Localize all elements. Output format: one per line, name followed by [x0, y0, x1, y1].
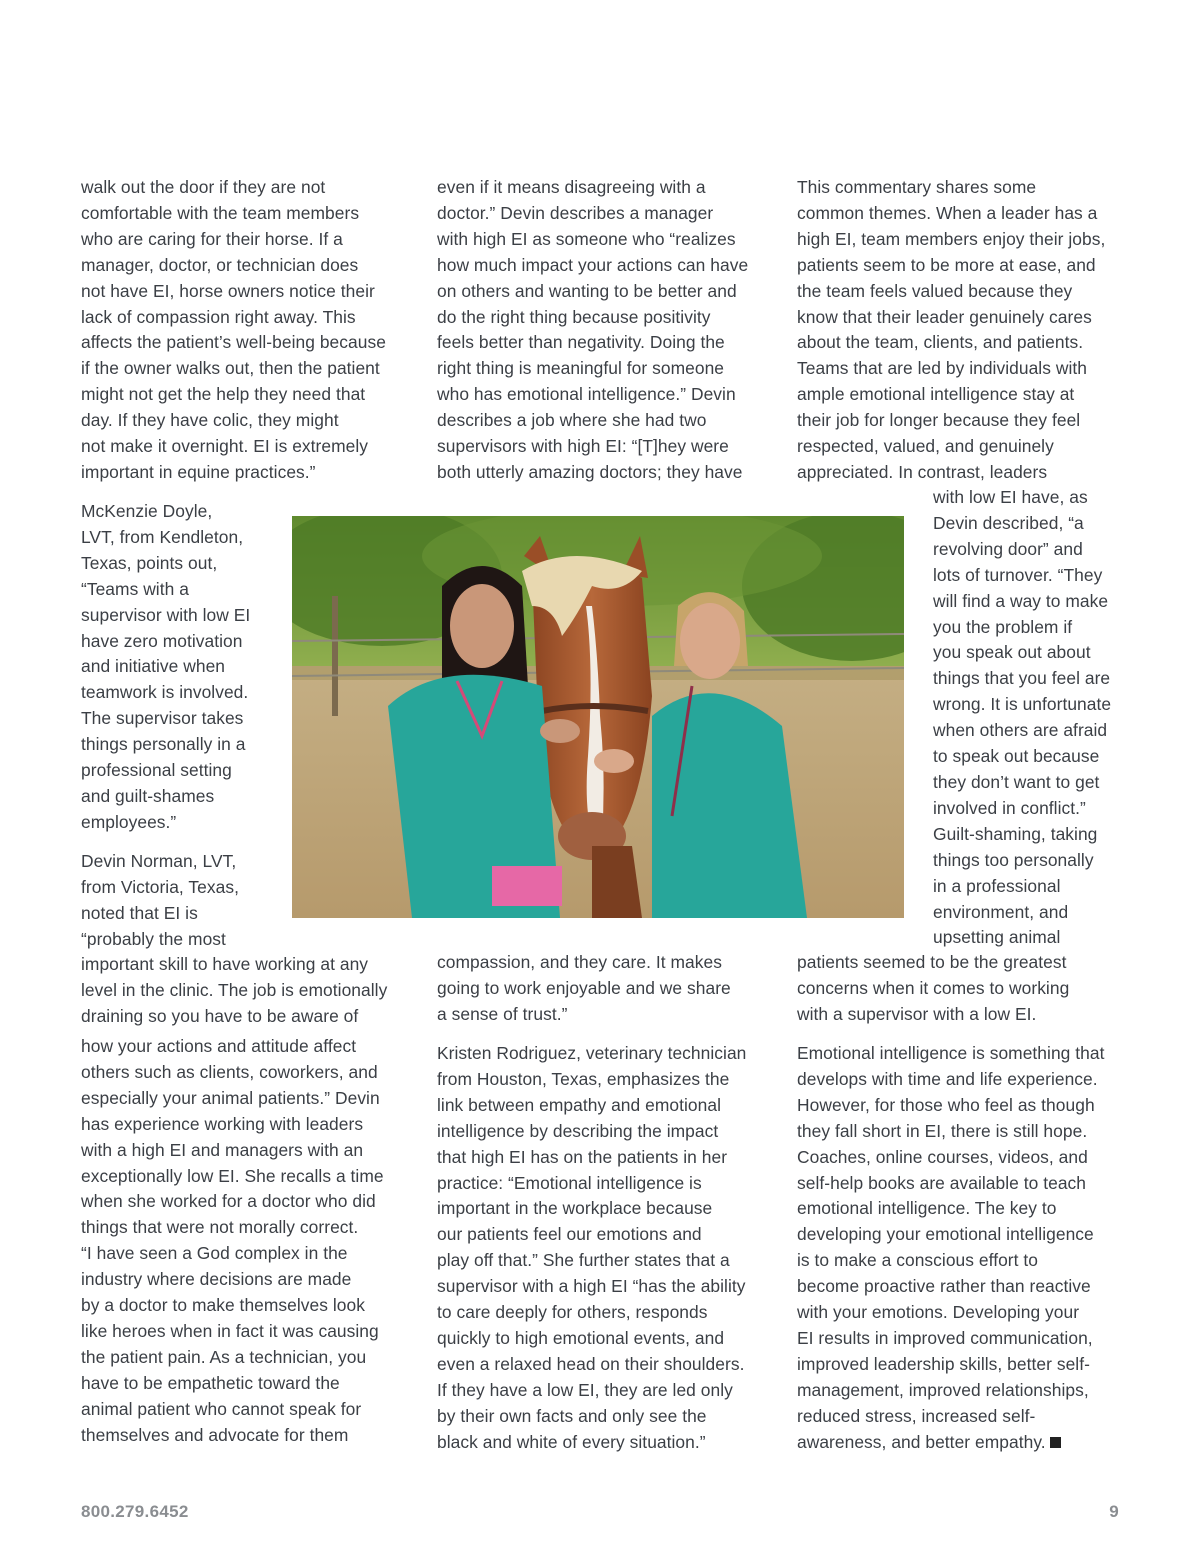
col1-mckenzie-paragraph: McKenzie Doyle, LVT, from Kendleton, Texas, points out, “Teams with a supervisor with low EI have zero motivation and initiative when teamwork is involved. The supervisor takes things personally in a professional setting and guilt-shames employees.” — [81, 501, 251, 832]
col2-continued-paragraph: compassion, and they care. It makes going to work enjoyable and we share a sense of trust.” — [437, 952, 731, 1024]
col1-top-paragraph: walk out the door if they are not comfortable with the team members who are caring for their horse. If a manager, doctor, or technician does not have EI, horse owners notice their lack of compassion right away. This affects the patient’s well-being because if the owner walks out, then the patient might not get the help they need that day. If they have colic, they might not make it overnight. EI is extremely important in equine practices.” — [81, 177, 386, 482]
col1-devin-paragraph-wide: important skill to have working at any level in the clinic. The job is emotionally draining so you have to be aware of — [81, 954, 388, 1026]
col1-devin-paragraph-narrow: Devin Norman, LVT, from Victoria, Texas, noted that EI is “probably the most — [81, 851, 239, 949]
col1-devin-paragraph-rest: how your actions and attitude affect others such as clients, coworkers, and especially your animal patients.” Devin has experience working with leaders with a high EI and managers with an exceptionally low EI. She recalls a time when she worked for a doctor who did things that were not morally correct. “I have seen a God complex in the industry where decisions are made by a doctor to make themselves look like heroes when in fact it was causing the patient pain. As a technician, you have to be empathetic toward the animal patient who cannot speak for themselves and advocate for them — [81, 1036, 384, 1445]
col3-closing-text: Emotional intelligence is something that develops with time and life experience. However, for those who feel as though they fall short in EI, there is still hope. Coaches, online courses, videos, and self-help books are available to teach emotional intelligence. The key to developing your emotional intelligence is to make a conscious effort to become proactive rather than reactive with your emotions. Developing your EI results in improved communication, improved leadership skills, better self- management, improved relationships, reduced stress, increased self- awareness, and better empathy. — [797, 1043, 1105, 1452]
col3-wide-paragraph: patients seemed to be the greatest concerns when it comes to working with a supervisor with a low EI. — [797, 952, 1070, 1024]
col2-kristen-paragraph: Kristen Rodriguez, veterinary technician from Houston, Texas, emphasizes the link between empathy and emotional intelligence by describing the impact that high EI has on the patients in her practice: “Emotional intelligence is important in the workplace because our patients feel our emotions and play off that.” She further states that a supervisor with a high EI “has the ability to care deeply for others, responds quickly to high emotional events, and even a relaxed head on their shoulders. If they have a low EI, they are led only by their own facts and only see the black and white of every situation.” — [437, 1043, 747, 1452]
col3-narrow-paragraph: with low EI have, as Devin described, “a revolving door” and lots of turnover. “They will find a way to make you the problem if you speak out about things that you feel are wrong. It is unfortunate when others are afraid to speak out because they don’t want to get involved in conflict.” Guilt-shaming, taking things too personally in a professional environment, and upsetting animal — [933, 487, 1112, 948]
col3-top-paragraph: This commentary shares some common themes. When a leader has a high EI, team members enjoy their jobs, patients seem to be more at ease, and the team feels valued because they know that their leader genuinely cares about the team, clients, and patients. Teams that are led by individuals with ample emotional intelligence stay at their job for longer because they feel respected, valued, and genuinely appreciated. In contrast, leaders — [797, 177, 1106, 482]
footer-phone-number: 800.279.6452 — [81, 1502, 189, 1521]
col2-top-paragraph: even if it means disagreeing with a doctor.” Devin describes a manager with high EI as someone who “realizes how much impact your actions can have on others and wanting to be better and do the right thing because positivity feels better than negativity. Doing the right thing is meaningful for someone who has emotional intelligence.” Devin describes a job where she had two supervisors with high EI: “[T]hey were both utterly amazing doctors; they have — [437, 177, 749, 482]
photo-vet-techs-with-horse — [292, 516, 904, 918]
col3-closing-paragraph — [797, 1041, 1104, 1456]
footer-page-number: 9 — [1109, 1502, 1119, 1521]
end-of-article-mark-icon — [1050, 1437, 1061, 1448]
